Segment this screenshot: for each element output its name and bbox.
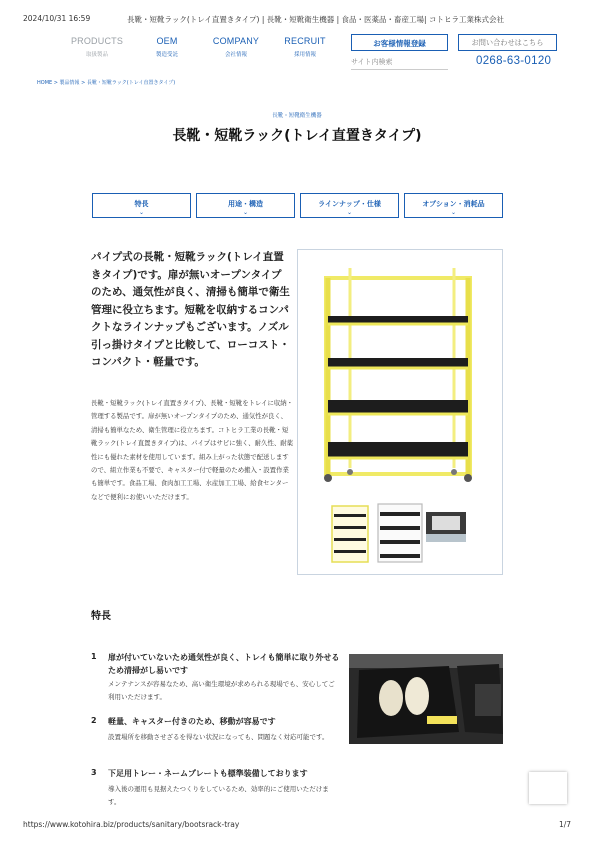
phone-number[interactable]: 0268-63-0120	[476, 55, 552, 67]
tab-lineup-spec-label: ラインナップ・仕様	[318, 200, 381, 208]
feature-2-heading: 軽量、キャスター付きのため、移動が容易です	[108, 717, 276, 726]
print-datetime: 2024/10/31 16:59	[23, 14, 91, 23]
tab-usage-structure-label: 用途・構造	[228, 200, 263, 208]
features-heading: 特長	[91, 611, 111, 622]
feature-1-heading: 扉が付いていないため通気性が良く、トレイも簡単に取り外せるため清掃がし易いです	[108, 653, 340, 675]
thumbnail-tray	[426, 512, 466, 542]
feature-2-number: 2	[91, 716, 97, 725]
thumbnail-white-rack	[378, 504, 422, 562]
shoes-on-tray-photo	[349, 654, 503, 744]
nav-company-label: COMPANY	[212, 36, 260, 46]
tab-usage-structure[interactable]	[196, 193, 295, 218]
customer-register-button[interactable]: お客様情報登録	[351, 34, 448, 51]
nav-recruit-sublabel: 採用情報	[293, 52, 316, 58]
feature-1-number: 1	[91, 652, 97, 661]
nav-products-sublabel: 取扱製品	[85, 52, 108, 58]
product-image-panel	[297, 249, 503, 575]
breadcrumb[interactable]: HOME > 製品情報 > 長靴・短靴ラック(トレイ直置きタイプ)	[37, 80, 176, 86]
nav-recruit-label: RECRUIT	[284, 36, 326, 46]
chevron-down-icon: ⌄	[346, 209, 353, 216]
chevron-down-icon: ⌄	[450, 209, 457, 216]
print-footer-url: https://www.kotohira.biz/products/sanitary/bootsrack-tray	[23, 820, 240, 829]
print-doc-title: 長靴・短靴ラック(トレイ直置きタイプ) | 長靴・短靴衛生機器 | 食品・医薬品・畜産工場| コトヒラ工業株式会社	[127, 15, 504, 24]
tab-features-label: 特長	[134, 200, 149, 208]
nav-oem-label: OEM	[156, 36, 178, 46]
category-label: 長靴・短靴衛生機器	[272, 113, 322, 119]
thumbnail-yellow-rack	[332, 506, 368, 562]
nav-oem-sublabel: 製造受託	[155, 52, 178, 58]
page-title: 長靴・短靴ラック(トレイ直置きタイプ)	[172, 128, 422, 144]
feature-3-heading: 下足用トレー・ネームプレートも標準装備しております	[108, 769, 308, 778]
tab-options[interactable]	[404, 193, 503, 218]
description-text: 長靴・短靴ラック(トレイ直置きタイプ)、長靴・短靴をトレイに収納・管理する製品です。扉が無いオープンタイプのため、通気性が良く、清掃も簡単なため、衛生管理に役立ちます。コトヒラ工業の長靴・短靴ラック(トレイ直置きタイプ)は、パイプはサビに強く、耐久性、耐薬性にも優れた素材を使用しています。組み上がった状態で配送しますので、組立作業も不要で、キャスター付で軽量のため搬入・設置作業も簡単です。食品工場、食肉加工工場、水産加工工場、給食センターなどで便利にお使いいただけます。	[91, 399, 294, 501]
feature-1-text: メンテナンスが容易なため、高い衛生環境が求められる現場でも、安心してご利用いただけます。	[108, 680, 335, 701]
chevron-down-icon: ⌄	[138, 209, 145, 216]
feature-2-text: 設置場所を移動させざるを得ない状況になっても、問題なく対応可能です。	[108, 733, 329, 741]
nav-oem[interactable]	[127, 36, 207, 58]
feature-3-number: 3	[91, 768, 97, 777]
site-search-input[interactable]	[351, 55, 448, 70]
tab-features[interactable]	[92, 193, 191, 218]
lead-text: パイプ式の長靴・短靴ラック(トレイ直置きタイプ)です。扉が無いオープンタイプのため、通気性が良く、清掃も簡単で衛生管理に役立ちます。短靴を収納するコンパクトなラインナップもございます。ノズル引っ掛けタイプと比較して、ローコスト・コンパクト・軽量です。	[91, 251, 290, 368]
nav-products[interactable]	[57, 36, 137, 58]
nav-products-label: PRODUCTS	[70, 36, 124, 46]
nav-company-sublabel: 会社情報	[224, 52, 247, 58]
contact-button[interactable]: お問い合わせはこちら	[458, 34, 557, 51]
rack-illustration	[298, 250, 502, 574]
tab-lineup-spec[interactable]	[300, 193, 399, 218]
recaptcha-badge[interactable]	[529, 772, 567, 804]
feature-3-text: 導入後の運用も見据えたつくりをしているため、効率的にご使用いただけます。	[108, 785, 329, 806]
tab-options-label: オプション・消耗品	[422, 200, 485, 208]
main-rack-image	[324, 268, 472, 482]
print-footer-page: 1/7	[559, 820, 572, 829]
chevron-down-icon: ⌄	[242, 209, 249, 216]
nav-recruit[interactable]	[265, 36, 345, 58]
nav-company[interactable]	[196, 36, 276, 58]
